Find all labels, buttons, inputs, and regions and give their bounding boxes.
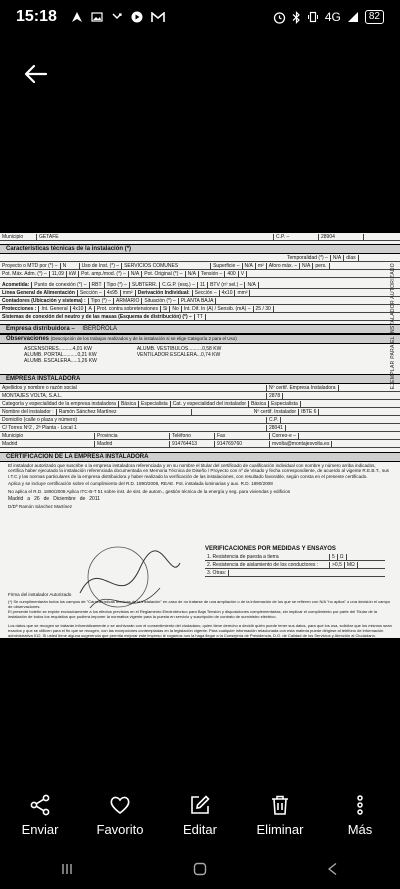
- linea-row: Línea General de Alimentación Sección – 4x95 mm² Derivación Individual: Sección – 4x10 mm²: [0, 289, 400, 297]
- missed-call-icon: [111, 11, 123, 23]
- delete-button[interactable]: [245, 794, 315, 837]
- share-button[interactable]: [5, 794, 75, 837]
- more-vertical-icon: [349, 794, 371, 816]
- signal-icon: [347, 11, 359, 23]
- action-bar: [0, 790, 400, 840]
- back-arrow-icon[interactable]: [22, 60, 50, 88]
- vibrate-icon: [307, 11, 319, 23]
- edit-button[interactable]: [165, 794, 235, 837]
- network-type-label: 4G: [324, 10, 341, 24]
- delete-label: Eliminar: [256, 821, 304, 837]
- favorite-button[interactable]: [85, 794, 155, 837]
- certificacion-text: El instalador autorizado que suscribe o la empresa instaladora referenciada y en su nombre el titular del certificado de cualificación individual con nombre y número arriba indicados, certifica haber ejecutado la instalación referenciada documentada en Memoria Técnica de Diseño / Proyecto con nº de Visado y fecha correspondiente, de acuerdo al vigente R.E.B.T., sus I.T.C y las normas particulares de la empresa distribuidora y haber realizado la verificación de las instalaciones, con resultado favorable, según consta en el presente certificado.: [8, 463, 389, 479]
- heart-icon: [109, 794, 131, 816]
- temporalidad-row: Temporalidad (*) – N/A días: [0, 254, 400, 262]
- section-observaciones: Observaciones (Descripción de los trabajos realizados y de la instalación si se elige Categoría 2 para el Uso): [0, 334, 400, 344]
- alarm-icon: [273, 11, 286, 24]
- trash-icon: [269, 794, 291, 816]
- battery-icon: 82: [365, 10, 384, 24]
- home-icon[interactable]: [192, 861, 208, 877]
- proyecto-row: Proyecto o MTD por (*) – N Uso de Inst. (*) – SERVICIOS COMUNES Superficie – N/A m² Aforo máx. – N/A pers.: [0, 262, 400, 270]
- section-distribuidora: Empresa distribuidora – IBERDROLA: [0, 324, 400, 334]
- sistemas-row: Sistemas de conexión del neutro y de las masas (Esquema de distribución) (*) – TT: [0, 313, 400, 321]
- observaciones-body: ASCENSORES..........4,01 KW ALUMB. PORTAL..........0,21 KW ALUMB. ESCALERA.....1,26 KW ALUMB. VESTIBULOS..........0,58 KW VENTILADOR ESCALERA...0,74 KW: [24, 346, 222, 364]
- edit-icon: [189, 794, 211, 816]
- contadores-row: Contadores (Ubicación y sistema) : Tipo (*) – ARMARIO Situación (*) – PLANTA BAJA: [0, 297, 400, 305]
- bluetooth-icon: [292, 11, 301, 24]
- more-label: Más: [347, 821, 373, 837]
- section-caracteristicas: Características técnicas de la instalación (*): [0, 244, 400, 254]
- system-nav-bar: [0, 848, 400, 889]
- favorite-label: Favorito: [96, 821, 144, 837]
- share-label: Enviar: [21, 821, 59, 837]
- verificaciones: VERIFICACIONES POR MEDIDAS Y ENSAYOS 1. Resistencia de puesta a tierra 5 Ω 2. Resistencia de aislamiento de los conductores : >0,5 MΩ 3. Otras:: [205, 545, 385, 577]
- document-image[interactable]: EJEMPLAR PARA EL INSTALADOR AUTORIZADO Municipio GETAFE C.P. – 28904 Características técnicas de la instalación (*) Temporalidad (*) – N/A días Proyecto o MTD por (*) – N Uso de Inst. (*) – SERVICIOS COMUNES Superficie – N/A m² Aforo máx. – N/A pers. Pot. Máx. Adm. (*) – 11,09 kW Pot. amp./mod. (*) – N/A Pot. Original (*) – N/A Tensión – 400 V Acometida: Punto de conexión (*) – RBT Tipo (*) – SUBTERR. C.G.P. (esq.) – 11 BTV (nº sel.) – N/A Línea General de Alimentación Sección – 4x95 mm² Derivación Individual: Sección – 4x10 mm² Contadores (Ubicación y sistema) : Tipo (*) – ARMARIO Situación (*) – PLANTA BAJA Protecciones : Int. General 4x10 A Prot. contra sobretensiones Si No Int. Dif. In (A) / Sensib. (mA) – 25 / 30 Sistemas de conexión del neutro y de las masas (Esquema de distribución) (*) – TT Empresa distribuidora – IBERDROLA Observaciones (Descripción de los trabajos realizados y de la instalación si se elige Categoría 2 para el Uso) ASCENSORES..........4,01 KW ALUMB. PORTAL..........0,21 KW ALUMB. ESCALERA.....1,26 KW ALUMB. VESTIBULOS..........0,58 KW VENTILADOR ESCALERA...0,74 KW EMPRESA INSTALADORA Apellidos y nombre o razón social Nº certif. Empresa Instaladora MONTAJES VOLTA, S.A.L. 2878 Categoría y especialidad de la empresa instaladora Básica Especialista Cat. y especialidad del instalador Básica Especialista Nombre del instalador : Ramón Sánchez Martínez Nº certif. Instalador IBTE 6 Domicilio (calle o plaza y número) C.P. C/ Torres Nº2 , 2ª Planta - Local 1 28041 Municipio Provincia Teléfono Fax Correo-e – Madrid Madrid 914764413 914769760 mvolta@montajesvolta.es CERTIFICACIÓN DE LA EMPRESA INSTALADORA El instalador autorizado que suscribe o la empresa instaladora referenciada y en su nombre el titular del certificado de cualificación individual con nombre y número arriba indicados, certifica haber ejecutado la instalación referenciada documentada en Memoria Técnica de Diseño / Proyecto con nº de Visado y fecha correspondiente, de acuerdo al vigente R.E.B.T., sus I.T.C y las normas particulares de la empresa distribuidora y haber realizado la verificación de las instalaciones, con resultado favorable, según consta en el presente certificado. Aplica y se incluye certificación sobre el cumplimiento del R.D. 1890/2008, REAE. Pot. instalada luminarias y aux. R.D. 1890/2008 No aplica el R.D. 1890/2008 Aplica ITC-B-T 51 sobre inst. de sist. de autom., gestión técnica de la energía y seg. para viviendas y edificios Madrid a 26 de Diciembre de 2011 D/Dª Ramón Sánchez Martínez VERIFICACIONES POR MEDIDAS Y ENSAYOS 1. Resistencia de puesta a tierra 5 Ω 2. Resistencia de aislamiento de los conductores : >0,5 MΩ 3. Otras: Firma del instalador Autorizado (*) Se cumplimentarán todos los campos de "Características técnicas de la instalación" en caso de no tratarse de una ampliación o de la información de los que se refieren con N/A "no aplica" o una decisión el campo de observaciones. El presente boletín se expide exclusivamente a los efectos previstos en el Reglamento Electrotécnico para Baja Tensión y disposiciones complementarias, sin implicar el cumplimiento por parte del Titular de la instalación de todos los requisitos que pudiera imponer la normativa vigente para la puesta en servicio y suscripción de contrato de suministro eléctrico. Los datos que se recogen se tratarán informáticamente o se archivarán con el consentimiento del ciudadano, quien tiene derecho a decidir quién puede tener sus datos, para qué los usa, solicitar que los mismos sean exactos y que se utilicen para el fin que se recogen, con las excepciones contempladas en la legislación vigente. Para cualquier información relacionada con esta materia puede dirigirse al teléfono de información administrativa 012. Si usted tiene alguna sugerencia que permita mejorar este impreso le rogamos nos la haga llegar a la Consejería de Presidencia, D.G. de Calidad de los Servicios y Atención al Ciudadano.: [0, 233, 400, 638]
- play-app-icon: [131, 11, 143, 23]
- fecha-firma: Madrid a 26 de Diciembre de 2011: [8, 496, 101, 503]
- recent-apps-icon[interactable]: [59, 861, 75, 877]
- navigation-icon: [71, 11, 83, 23]
- status-time: 15:18: [16, 8, 57, 25]
- municipio-row: Municipio GETAFE C.P. – 28904: [0, 233, 400, 241]
- potencia-row: Pot. Máx. Adm. (*) – 11,09 kW Pot. amp./mod. (*) – N/A Pot. Original (*) – N/A Tensión – 400 V: [0, 270, 400, 278]
- share-icon: [29, 794, 51, 816]
- gmail-icon: [151, 12, 165, 23]
- more-button[interactable]: [325, 794, 395, 837]
- status-bar: [0, 0, 400, 34]
- system-back-icon[interactable]: [325, 861, 341, 877]
- acometida-row: Acometida: Punto de conexión (*) – RBT Tipo (*) – SUBTERR. C.G.P. (esq.) – 11 BTV (nº sel.) – N/A: [0, 281, 400, 289]
- section-instaladora: EMPRESA INSTALADORA: [0, 374, 400, 384]
- edit-label: Editar: [183, 821, 217, 837]
- protecciones-row: Protecciones : Int. General 4x10 A Prot. contra sobretensiones Si No Int. Dif. In (A) / Sensib. (mA) – 25 / 30: [0, 305, 400, 313]
- image-icon: [91, 11, 103, 23]
- section-certificacion: CERTIFICACIÓN DE LA EMPRESA INSTALADORA: [0, 452, 400, 462]
- side-label: EJEMPLAR PARA EL INSTALADOR AUTORIZADO: [390, 263, 396, 390]
